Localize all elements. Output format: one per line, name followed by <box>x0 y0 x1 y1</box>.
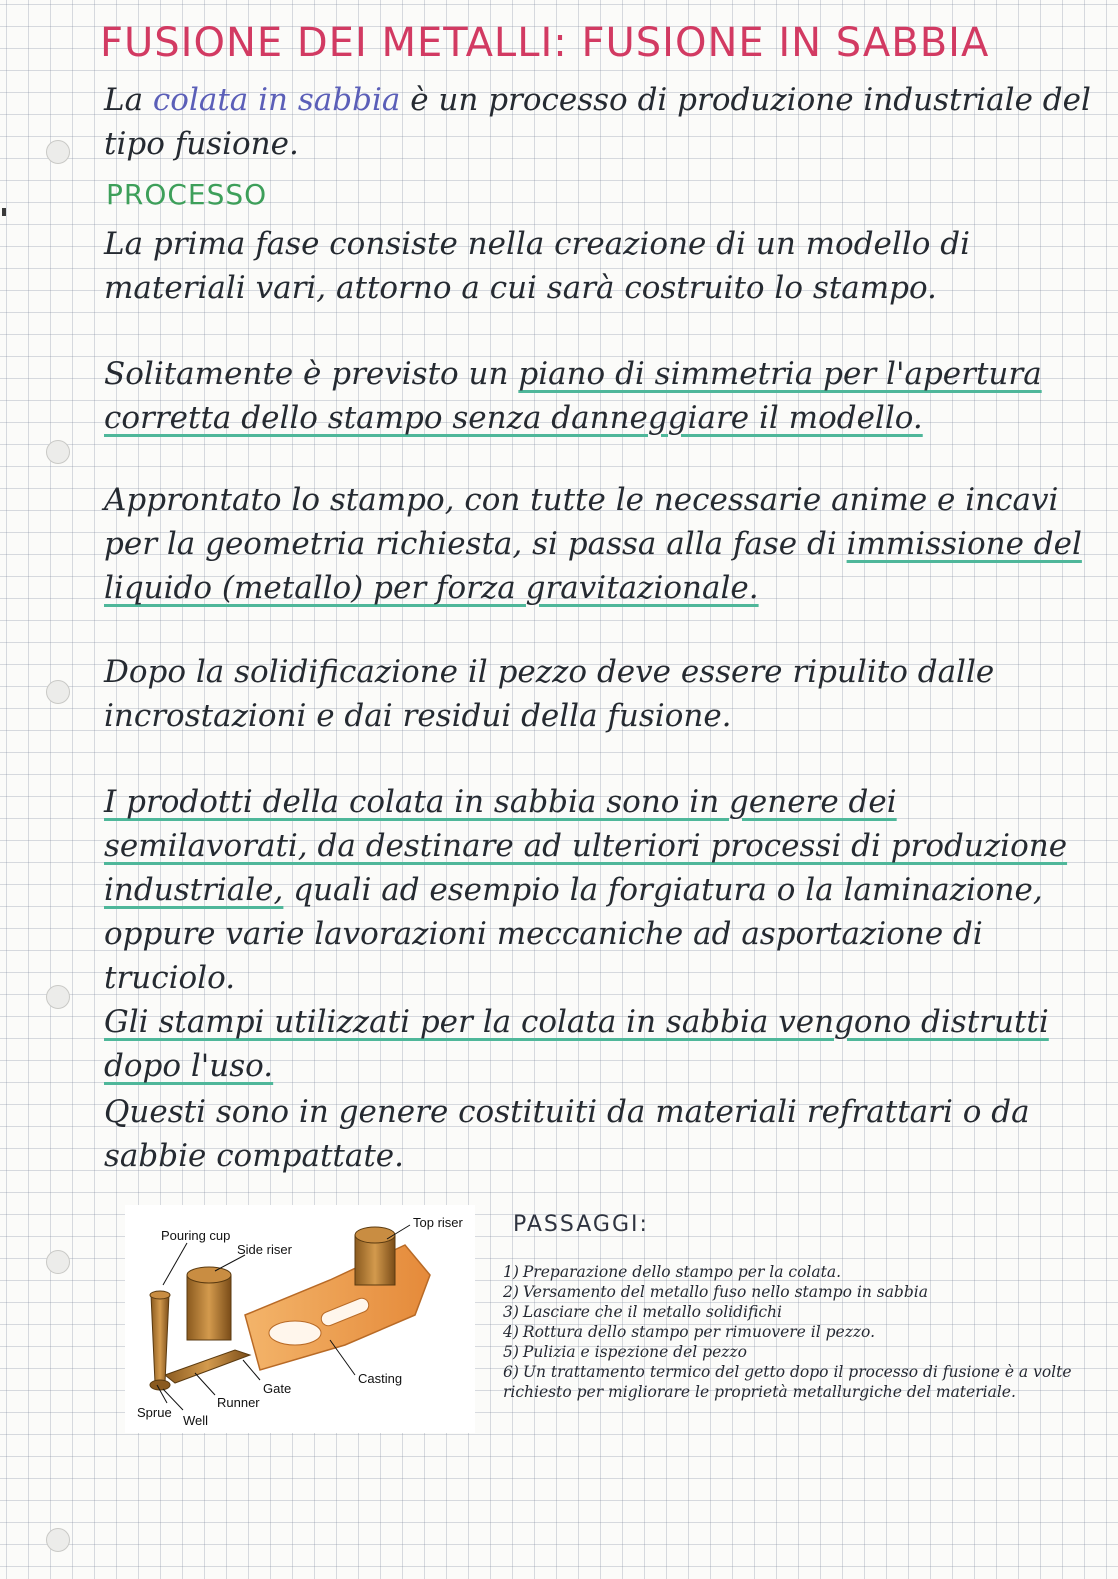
paragraph-molds: Gli stampi utilizzati per la colata in sabbia vengono distrutti dopo l'uso. <box>104 1004 1049 1084</box>
label-gate: Gate <box>263 1381 292 1396</box>
label-casting: Casting <box>358 1371 403 1386</box>
step-text: Un trattamento termico del getto dopo il processo di fusione è a volte richiesto per migliorare le proprietà metallurgiche del materiale. <box>503 1363 1072 1401</box>
intro-paragraph <box>104 78 1094 166</box>
sand-casting-diagram <box>125 1205 475 1433</box>
label-side-riser: Side riser <box>237 1242 292 1257</box>
products-rest: quali ad esempio la forgiatura o la laminazione, oppure varie lavorazioni meccaniche ad asportazione di truciolo. <box>104 872 1043 996</box>
step-number: 1) <box>503 1263 519 1281</box>
pouring-lead: Approntato lo stampo, con tutte le necessarie anime e incavi per la geometria richiesta, si passa alla fase di <box>104 482 1059 562</box>
casting-hole <box>269 1321 321 1345</box>
binder-hole <box>46 1250 70 1274</box>
steps-title: PASSAGGI: <box>513 1212 649 1237</box>
label-pouring-cup: Pouring cup <box>161 1228 231 1243</box>
label-top-riser: Top riser <box>413 1215 463 1230</box>
intro-text-start: La <box>104 82 153 118</box>
step-text: Preparazione dello stampo per la colata. <box>522 1263 842 1281</box>
step-number: 6) <box>503 1363 519 1381</box>
label-well: Well <box>183 1413 209 1428</box>
intro-highlight: colata in sabbia <box>152 82 401 118</box>
binder-hole <box>46 680 70 704</box>
paragraph-materials: Questi sono in genere costituiti da materiali refrattari o da sabbie compattate. <box>104 1094 1030 1174</box>
intro-text-end: è un processo di produzione industriale del tipo fusione. <box>104 82 1091 162</box>
label-runner: Runner <box>217 1395 260 1410</box>
step-number: 3) <box>503 1303 519 1321</box>
steps-list <box>503 1262 1103 1402</box>
step-item <box>503 1302 1103 1322</box>
binder-hole <box>46 985 70 1009</box>
paragraph-cleaning: Dopo la solidificazione il pezzo deve essere ripulito dalle incrostazioni e dai residui della fusione. <box>104 654 995 734</box>
paragraph-model: La prima fase consiste nella creazione di un modello di materiali vari, attorno a cui sarà costruito lo stampo. <box>104 226 970 306</box>
pouring-underlined: immissione del liquido (metallo) per forza gravitazionale. <box>104 526 1082 606</box>
sprue <box>151 1295 169 1383</box>
step-number: 5) <box>503 1343 519 1361</box>
symmetry-lead: Solitamente è previsto un <box>104 356 519 392</box>
step-text: Lasciare che il metallo solidifichi <box>522 1303 782 1321</box>
well <box>150 1380 170 1390</box>
margin-mark <box>2 208 6 216</box>
paragraph-symmetry <box>104 352 1094 440</box>
section-heading: PROCESSO <box>106 178 268 211</box>
step-text: Pulizia e ispezione del pezzo <box>522 1343 747 1361</box>
binder-holes <box>0 0 80 1579</box>
binder-hole <box>46 440 70 464</box>
step-number: 4) <box>503 1323 519 1341</box>
step-text: Rottura dello stampo per rimuovere il pezzo. <box>522 1323 876 1341</box>
paragraph-products <box>104 780 1094 1000</box>
page-title: FUSIONE DEI METALLI: FUSIONE IN SABBIA <box>100 20 990 66</box>
step-item <box>503 1282 1103 1302</box>
label-sprue: Sprue <box>137 1405 172 1420</box>
step-item <box>503 1362 1103 1402</box>
paragraph-pouring <box>104 478 1094 610</box>
step-number: 2) <box>503 1283 519 1301</box>
step-item <box>503 1262 1103 1282</box>
runner <box>165 1350 250 1383</box>
step-text: Versamento del metallo fuso nello stampo in sabbia <box>522 1283 928 1301</box>
step-item <box>503 1322 1103 1342</box>
symmetry-underlined: piano di simmetria per l'apertura corretta dello stampo senza danneggiare il modello. <box>104 356 1042 436</box>
binder-hole <box>46 1528 70 1552</box>
step-item <box>503 1342 1103 1362</box>
binder-hole <box>46 140 70 164</box>
products-underlined: I prodotti della colata in sabbia sono in genere dei semilavorati, da destinare ad ulteriori processi di produzione industriale, <box>104 784 1068 908</box>
side-riser <box>187 1275 231 1340</box>
